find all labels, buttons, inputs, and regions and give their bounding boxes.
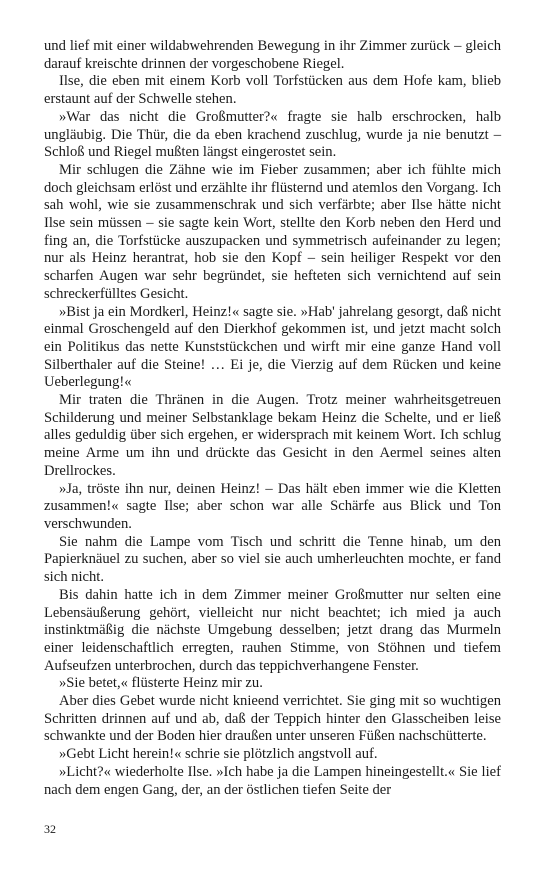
paragraph: Sie nahm die Lampe vom Tisch und schritt die Tenne hinab, um den Papierknäuel zu suchen, aber so viel sie auch umherleuchten mochte, er fand sich nicht. (44, 533, 501, 586)
page-number: 32 (44, 822, 56, 836)
paragraph: »Ja, tröste ihn nur, deinen Heinz! – Das hält eben immer wie die Kletten zusammen!« sagte Ilse; aber schon war alle Schärfe aus Blick und Ton verschwunden. (44, 480, 501, 532)
paragraph: Bis dahin hatte ich in dem Zimmer meiner Großmutter nur selten eine Lebensäußerung gehört, vielleicht nur nicht beachtet; ich mied ja auch instinktmäßig die nächste Umgebung desselben; jetzt drang das Murmeln einer leidenschaftlich erregten, rauhen Stimme, von Stöhnen und tiefem Aufseufzen unterbrochen, durch das teppichverhangene Fenster. (44, 586, 501, 674)
paragraph: »War das nicht die Großmutter?« fragte sie halb erschrocken, halb ungläubig. Die Thür, die da eben krachend zuschlug, wurde ja nie benutzt – Schloß und Riegel mußten längst eingerostet sein. (44, 108, 501, 161)
paragraph: Ilse, die eben mit einem Korb voll Torfstücken aus dem Hofe kam, blieb erstaunt auf der Schwelle stehen. (44, 73, 501, 108)
paragraph: und lief mit einer wildabwehrenden Bewegung in ihr Zimmer zurück – gleich darauf kreischte drinnen der vorgeschobene Riegel. (44, 38, 501, 72)
page-body (44, 38, 501, 799)
paragraph: »Gebt Licht herein!« schrie sie plötzlich angstvoll auf. (59, 746, 378, 763)
paragraph: »Bist ja ein Mordkerl, Heinz!« sagte sie. »Hab' jahrelang gesorgt, daß nicht einmal Groschengeld auf den Dierkhof gekommen ist, und jetzt macht solch ein Politikus das nette Kunststückchen und wirft mir eine ganze Hand voll Silberthaler auf die Steine! … Ei je, die Vierzig auf dem Rücken und keine Ueberlegung!« (44, 303, 501, 391)
paragraph: Mir traten die Thränen in die Augen. Trotz meiner wahrheitsgetreuen Schilderung und meiner Selbstanklage bekam Heinz die Schelte, und er ließ alles geduldig über sich ergehen, er widersprach mit keinem Wort. Ich schlug meine Arme um ihn und drückte das Gesicht in den Aermel seines alten Drellrockes. (44, 392, 501, 479)
paragraph: Aber dies Gebet wurde nicht knieend verrichtet. Sie ging mit so wuchtigen Schritten drinnen auf und ab, daß der Teppich hinter den Glasscheiben leise schwankte und der Boden hier draußen unter unseren Füßen nachschütterte. (44, 693, 501, 745)
paragraph: »Licht?« wiederholte Ilse. »Ich habe ja die Lampen hineingestellt.« Sie lief nach dem engen Gang, der, an der östlichen tiefen Seite der (44, 763, 501, 798)
paragraph: Mir schlugen die Zähne wie im Fieber zusammen; aber ich fühlte mich doch gleichsam erlöst und erzählte ihr flüsternd und atemlos den Vorgang. Ich sah wohl, wie sie zusammenschrak und sich verfärbte; aber Ilse hätte nicht Ilse sein müssen – sie sagte kein Wort, stellte den Korb neben den Herd und fing an, die Torfstücke auszupacken und symmetrisch aufeinander zu legen; nur als Heinz herantrat, hob sie den Kopf – sein heiliger Respekt vor den scharfen Augen war sehr begründet, sie hefteten sich vernichtend auf sein schreckerfülltes Gesicht. (44, 161, 501, 302)
paragraph: »Sie betet,« flüsterte Heinz mir zu. (59, 675, 263, 692)
